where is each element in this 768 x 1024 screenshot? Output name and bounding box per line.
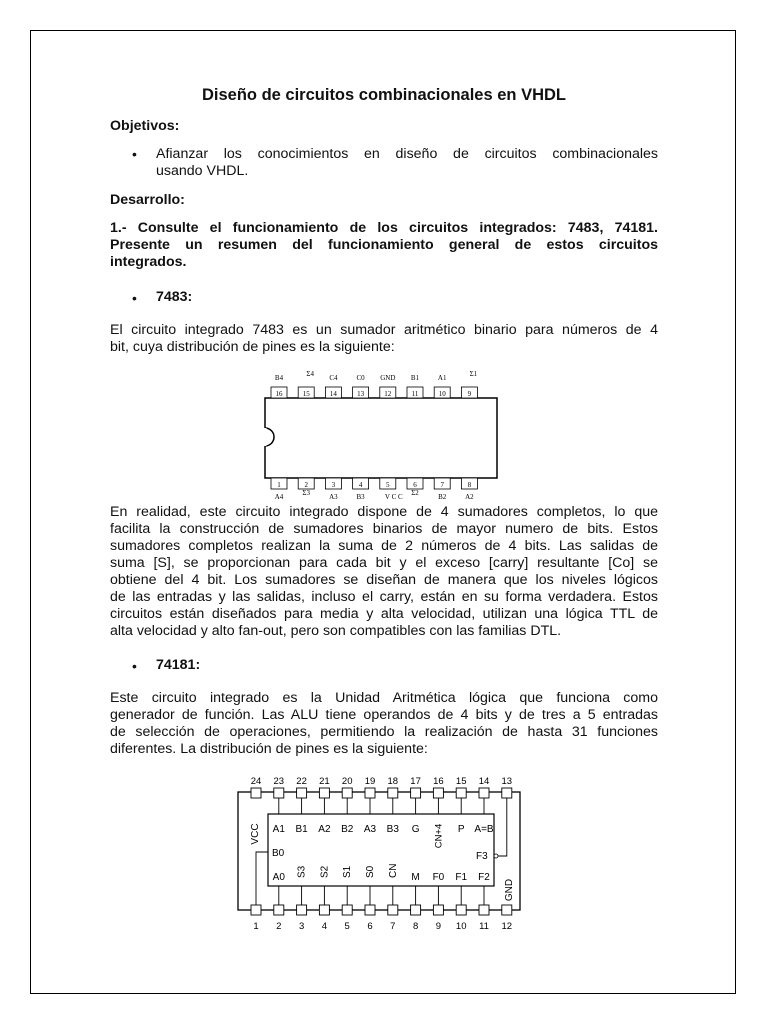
pin-number: 2 — [276, 921, 282, 932]
pin-box — [274, 788, 284, 798]
pin-label: C4 — [329, 374, 338, 382]
pin-number: 19 — [364, 776, 376, 787]
pin-number: 5 — [386, 481, 390, 489]
p-7483-body-line3: sumadores completos realizan la suma de 2 números de 4 bits. Las salidas de — [110, 538, 658, 554]
bullet-dot: • — [132, 290, 137, 306]
pin-number: 18 — [387, 776, 399, 787]
inner-pin-label: CN — [387, 863, 399, 878]
p-7483-body-line4: suma [S], se proporcionan para cada bit y el exceso [carry] resultante [Co] se — [110, 555, 658, 571]
pin-number: 13 — [501, 776, 513, 787]
pin-label: Σ4 — [306, 370, 314, 378]
pin-box — [456, 905, 466, 915]
inner-pin-label: B3 — [386, 824, 399, 835]
inner-pin-label: P — [457, 824, 465, 835]
pin-number: 3 — [298, 921, 305, 932]
q1-line3: integrados. — [110, 254, 187, 270]
inner-pin-label: A2 — [318, 824, 331, 835]
pin-box — [479, 788, 489, 798]
pin-box — [456, 788, 466, 798]
pin-number: 8 — [467, 481, 472, 489]
inner-pin-label: S3 — [296, 865, 308, 878]
pin-box — [479, 905, 489, 915]
gnd-label: GND — [504, 878, 515, 902]
pin-number: 22 — [296, 776, 307, 787]
pin-label: B2 — [438, 493, 447, 501]
inner-pin-label: S0 — [365, 865, 376, 878]
pin-box — [251, 905, 261, 915]
pin-number: 7 — [440, 481, 444, 489]
chip-body — [265, 398, 497, 478]
bullet-7483-label: 7483: — [156, 289, 193, 305]
inner-pin-label: A=B — [474, 824, 494, 835]
inner-pin-label: F2 — [478, 872, 490, 883]
p-74181-line2: generador de función. Las ALU tiene operandos de 4 bits y de tres a 5 entradas — [110, 707, 658, 723]
pin-label: A1 — [437, 374, 447, 382]
inner-pin-label: M — [411, 872, 420, 883]
objetivo-1-line2: usando VHDL. — [156, 163, 249, 179]
pin-number: 15 — [302, 390, 310, 398]
pin-label: A2 — [465, 493, 474, 501]
pin-box — [342, 905, 352, 915]
inner-pin-label: S2 — [319, 865, 331, 878]
b0-label: B0 — [272, 848, 285, 859]
pin-number: 11 — [479, 921, 489, 932]
pin-number: 16 — [433, 776, 444, 787]
pin-box — [433, 905, 443, 915]
pin-number: 1 — [253, 921, 259, 932]
pin-number: 12 — [384, 390, 392, 398]
inner-pin-label: B2 — [341, 824, 354, 835]
p-74181-line3: de selección de operaciones, permitiendo la realización de hasta 31 funciones — [110, 724, 658, 740]
pin-label: Σ1 — [469, 370, 478, 378]
pin-box — [251, 788, 261, 798]
pin-box — [502, 905, 512, 915]
vcc-label: VCC — [250, 823, 261, 845]
pin-box — [297, 905, 307, 915]
p-7483-body-line5: obtiene del 4 bit. Los sumadores se diseñan de manera que los niveles lógicos — [110, 572, 658, 588]
inner-pin-label: CN+4 — [433, 823, 445, 849]
p-7483-body-line7: circuitos están diseñados para media y alta velocidad, utilizan una lógica TTL de — [110, 606, 658, 622]
p-74181-line1: Este circuito integrado es la Unidad Aritmética lógica que funciona como — [110, 690, 658, 706]
pin-number: 3 — [331, 481, 336, 489]
pin-number: 17 — [410, 776, 421, 787]
inner-pin-label: B1 — [295, 824, 308, 835]
pin-number: 21 — [319, 776, 330, 787]
pin-number: 12 — [501, 921, 513, 932]
pin-number: 6 — [367, 921, 373, 932]
pin-box — [365, 788, 375, 798]
pin-number: 4 — [321, 921, 328, 932]
pin-label: Σ3 — [302, 489, 310, 497]
pin-number: 2 — [304, 481, 308, 489]
pin-number: 7 — [390, 921, 396, 932]
pin-box — [411, 788, 421, 798]
p-7483-body-line8: alta velocidad y alto fan-out, pero son compatibles con las familias DTL. — [110, 623, 562, 639]
pin-label: B4 — [274, 374, 284, 382]
objetivo-1-line1: Afianzar los conocimientos en diseño de circuitos combinacionales — [156, 146, 658, 162]
pin-number: 4 — [358, 481, 363, 489]
pin-box — [274, 905, 284, 915]
pin-label: A4 — [274, 493, 284, 501]
pin-number: 8 — [412, 921, 419, 932]
pin-number: 11 — [411, 390, 419, 398]
pin-number: 14 — [478, 776, 490, 787]
pin-label: V C C — [384, 493, 403, 501]
pin-number: 13 — [357, 390, 365, 398]
pin-label: B1 — [410, 374, 420, 382]
pin-number: 9 — [435, 921, 442, 932]
p-74181-line4: diferentes. La distribución de pines es la siguiente: — [110, 741, 428, 757]
pin-box — [502, 788, 512, 798]
inner-pin-label: G — [411, 824, 420, 835]
inner-pin-label: A3 — [363, 824, 377, 835]
document-title: Diseño de circuitos combinacionales en VHDL — [201, 86, 566, 104]
q1-line2: Presente un resumen del funcionamiento general de estos circuitos — [110, 237, 658, 253]
pin-number: 9 — [467, 390, 472, 398]
pin-label: Σ2 — [411, 489, 419, 497]
inner-pin-label: A1 — [272, 824, 285, 835]
p-7483-intro-line1: El circuito integrado 7483 es un sumador aritmético binario para números de 4 — [110, 322, 658, 338]
inner-pin-label: S1 — [342, 865, 354, 878]
pin-number: 20 — [341, 776, 353, 787]
pin-label: GND — [380, 374, 396, 382]
pin-number: 23 — [273, 776, 285, 787]
p-7483-body-line2: facilita la construcción de sumadores binarios de mayor numero de bits. Estos — [110, 521, 658, 537]
pin-number: 16 — [275, 390, 283, 398]
pin-label: B3 — [356, 493, 365, 501]
bullet-dot: • — [132, 146, 137, 162]
objetivos-heading: Objetivos: — [110, 118, 180, 134]
pin-number: 10 — [455, 921, 467, 932]
pin-number: 24 — [250, 776, 262, 787]
inner-pin-label: A0 — [272, 872, 285, 883]
pin-box — [319, 905, 329, 915]
pin-number: 5 — [344, 921, 350, 932]
pin-number: 6 — [413, 481, 417, 489]
inner-pin-label: F0 — [432, 872, 445, 883]
pin-box — [388, 788, 398, 798]
pin-box — [365, 905, 375, 915]
pin-label: A3 — [329, 493, 338, 501]
p-7483-body-line1: En realidad, este circuito integrado dispone de 4 sumadores completos, lo que — [110, 504, 658, 520]
pin-box — [433, 788, 443, 798]
chip-7483-diagram — [255, 366, 505, 502]
bullet-dot: • — [132, 658, 137, 674]
pin-box — [319, 788, 329, 798]
pin-box — [411, 905, 421, 915]
pin-box — [342, 788, 352, 798]
pin-number: 1 — [277, 481, 281, 489]
pin-box — [297, 788, 307, 798]
chip-74181-diagram — [236, 772, 526, 934]
q1-line1: 1.- Consulte el funcionamiento de los circuitos integrados: 7483, 74181. — [110, 220, 658, 236]
pin-label: C0 — [356, 374, 365, 382]
pin-box — [388, 905, 398, 915]
p-7483-intro-line2: bit, cuya distribución de pines es la siguiente: — [110, 339, 395, 355]
pin-number: 14 — [329, 390, 337, 398]
pin-number: 15 — [455, 776, 467, 787]
pin-number: 10 — [438, 390, 446, 398]
bullet-74181-label: 74181: — [156, 657, 201, 673]
desarrollo-heading: Desarrollo: — [110, 192, 185, 208]
p-7483-body-line6: de las entradas y las salidas, incluso el carry, están en su forma verdadera. Estos — [110, 589, 658, 605]
f3-label: F3 — [476, 851, 488, 862]
inner-pin-label: F1 — [455, 872, 468, 883]
